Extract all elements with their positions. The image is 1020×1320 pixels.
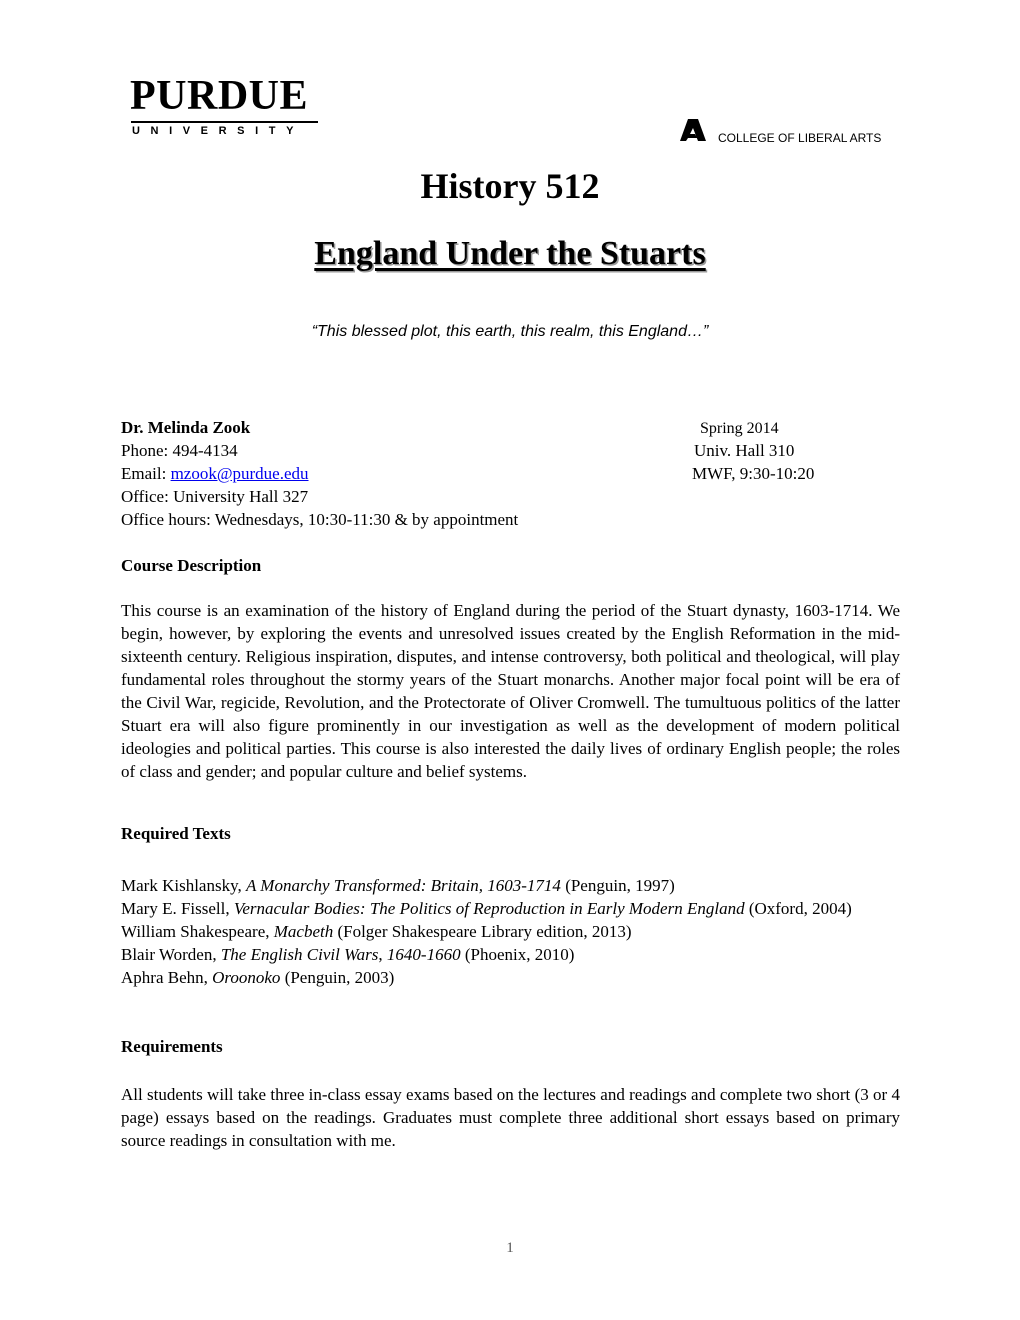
text-item <box>121 966 900 989</box>
required-texts-heading: Required Texts <box>121 824 231 843</box>
text-separator: , <box>378 945 387 964</box>
phone-label: Phone: <box>121 441 169 460</box>
purdue-logo-rule <box>131 121 318 123</box>
requirements-text: All students will take three in-class essay exams based on the lectures and readings and complete two short (3 or 4 page) essays based on the readings. Graduates must complete three additional short essays based on primary source readings in consultation with me. <box>121 1085 900 1150</box>
text-publisher: (Folger Shakespeare Library edition, 2013) <box>333 922 632 941</box>
text-item <box>121 943 900 966</box>
text-title: The English Civil Wars <box>220 945 379 964</box>
page-number: 1 <box>506 1240 514 1256</box>
text-publisher: (Oxford, 2004) <box>744 899 852 918</box>
required-texts-list <box>121 874 900 989</box>
text-publisher: (Penguin, 1997) <box>560 876 675 895</box>
email-link[interactable]: mzook@purdue.edu <box>170 464 309 483</box>
description-text: This course is an examination of the history of England during the period of the Stuart dynasty, 1603-1714. We begin, however, by exploring the events and unresolved issues created by the English Reformation in the mid-sixteenth century. Religious inspiration, disputes, and intense controversy, both political and theological, will play fundamental roles throughout the stormy years of the Stuart monarchs. Another major focal point will be era of the Civil War, regicide, Revolution, and the Protectorate of Oliver Cromwell. The tumultuous politics of the latter Stuart era will also figure prominently in our investigation as well as the development of modern political ideologies and political parties. This course is also interested the daily lives of ordinary English people; the roles of class and gender; and popular culture and belief systems. <box>121 601 900 781</box>
description-heading: Course Description <box>121 556 262 575</box>
text-title: Macbeth <box>273 922 334 941</box>
text-publisher: (Phoenix, 2010) <box>460 945 575 964</box>
text-author: Mary E. Fissell, <box>121 899 234 918</box>
text-author: Blair Worden, <box>121 945 221 964</box>
schedule-term: Spring 2014 <box>700 420 779 437</box>
course-title: History 512 <box>420 166 600 206</box>
text-author: Mark Kishlansky, <box>121 876 246 895</box>
schedule-time: MWF, 9:30-10:20 <box>692 464 815 483</box>
purdue-wordmark: PURDUE <box>130 73 308 119</box>
text-item <box>121 874 900 897</box>
text-title: Oroonoko <box>212 968 281 987</box>
instructor-phone <box>121 439 238 462</box>
requirements-heading: Requirements <box>121 1037 223 1056</box>
text-title: A Monarchy Transformed: Britain, 1603-1714 <box>245 876 561 895</box>
instructor-office-hours: Office hours: Wednesdays, 10:30-11:30 & by appointment <box>121 510 519 529</box>
text-title: Vernacular Bodies: The Politics of Reproduction in Early Modern England <box>233 899 745 918</box>
phone-value: 494-4134 <box>172 441 238 460</box>
college-label: COLLEGE OF LIBERAL ARTS <box>718 131 882 145</box>
course-quote: “This blessed plot, this earth, this realm, this England…” <box>311 323 709 340</box>
instructor-name: Dr. Melinda Zook <box>121 418 251 437</box>
email-label: Email: <box>121 464 167 483</box>
schedule-room: Univ. Hall 310 <box>694 441 795 460</box>
instructor-office: Office: University Hall 327 <box>121 487 309 506</box>
text-item <box>121 897 900 920</box>
purdue-university-label: UNIVERSITY <box>132 125 305 137</box>
text-item <box>121 920 900 943</box>
course-subtitle: England Under the Stuarts <box>314 235 706 272</box>
text-title-dates: 1640-1660 <box>386 945 461 964</box>
text-author: Aphra Behn, <box>121 968 213 987</box>
text-author: William Shakespeare, <box>121 922 274 941</box>
college-a-logo-icon <box>680 118 706 142</box>
instructor-email <box>121 462 309 485</box>
text-publisher: (Penguin, 2003) <box>280 968 395 987</box>
